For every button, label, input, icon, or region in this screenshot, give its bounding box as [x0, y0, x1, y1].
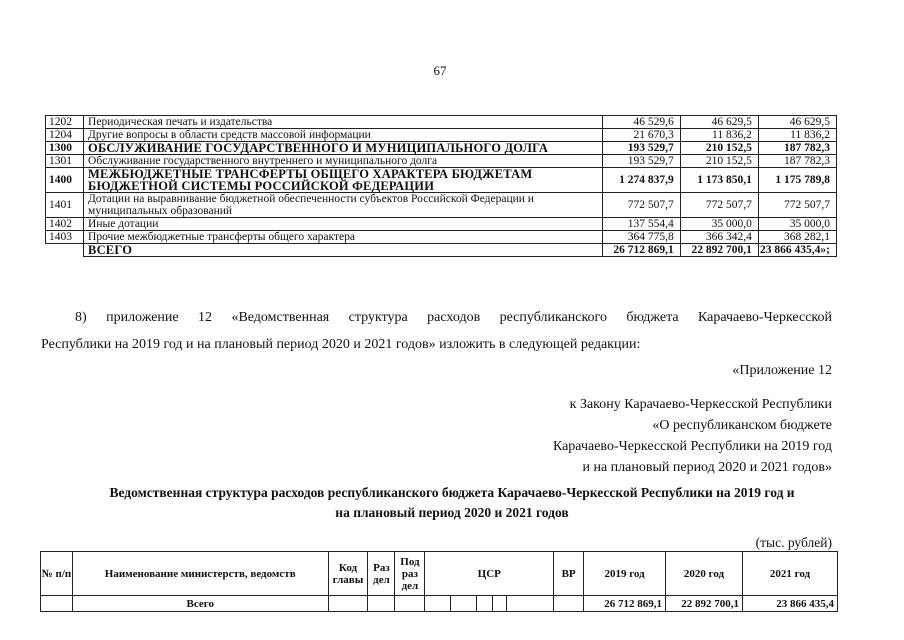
budget-row-code: 1301	[46, 155, 84, 168]
budget-row-2021: 11 836,2	[758, 129, 836, 142]
budget-row-name: ОБСЛУЖИВАНИЕ ГОСУДАРСТВЕННОГО И МУНИЦИПАЛЬНОГО ДОЛГА	[84, 142, 603, 155]
header-csr: ЦСР	[425, 552, 554, 596]
budget-row-2021: 187 782,3	[758, 155, 836, 168]
appendix-line: к Закону Карачаево-Черкесской Республики	[569, 397, 832, 412]
budget-row-2021: 46 629,5	[758, 116, 836, 129]
appendix-law-reference	[553, 394, 832, 478]
header-subsection: Под раз дел	[395, 552, 425, 596]
budget-row-code: 1204	[46, 129, 84, 142]
budget-row-name: Прочие межбюджетные трансферты общего характера	[84, 231, 603, 244]
budget-row-2020: 1 173 850,1	[680, 168, 758, 193]
heading-line-1: Ведомственная структура расходов республиканского бюджета Карачаево-Черкесской Республики на 2019 год и	[109, 485, 795, 500]
budget-total-label: ВСЕГО	[84, 244, 603, 257]
budget-total-row	[46, 244, 837, 257]
budget-row-name: Другие вопросы в области средств массовой информации	[84, 129, 603, 142]
total-2020: 22 892 700,1	[666, 596, 743, 612]
budget-row-name: МЕЖБЮДЖЕТНЫЕ ТРАНСФЕРТЫ ОБЩЕГО ХАРАКТЕРА БЮДЖЕТАМ БЮДЖЕТНОЙ СИСТЕМЫ РОССИЙСКОЙ ФЕДЕРАЦИИ	[84, 168, 603, 193]
budget-row-name: Обслуживание государственного внутреннего и муниципального долга	[84, 155, 603, 168]
appendix-line: «О республиканском бюджете	[652, 418, 832, 433]
budget-row-2019: 1 274 837,9	[602, 168, 680, 193]
total-csr-cell	[425, 596, 451, 612]
header-2020: 2020 год	[666, 552, 743, 596]
budget-row	[46, 168, 837, 193]
appendix-title: «Приложение 12	[732, 363, 832, 378]
budget-row	[46, 155, 837, 168]
heading-line-2: на плановый период 2020 и 2021 годов	[335, 505, 569, 520]
total-csr-cell	[451, 596, 477, 612]
budget-row-code: 1202	[46, 116, 84, 129]
budget-row-2020: 210 152,5	[680, 155, 758, 168]
budget-row-2020: 11 836,2	[680, 129, 758, 142]
budget-row-2019: 193 529,7	[602, 142, 680, 155]
header-section: Раз дел	[368, 552, 395, 596]
header-vr: ВР	[554, 552, 584, 596]
budget-row-code: 1402	[46, 218, 84, 231]
units-label: (тыс. рублей)	[755, 535, 832, 550]
budget-row-2019: 193 529,7	[602, 155, 680, 168]
budget-row	[46, 231, 837, 244]
header-name: Наименование министерств, ведомств	[72, 552, 328, 596]
paragraph-line-1: 8) приложение 12 «Ведомственная структура расходов республиканского бюджета Карачаево-Черкесской	[75, 310, 832, 325]
budget-row	[46, 129, 837, 142]
appendix-line: и на плановый период 2020 и 2021 годов»	[582, 460, 832, 475]
paragraph-line-2: Республики на 2019 год и на плановый период 2020 и 2021 годов» изложить в следующей редакции:	[41, 337, 641, 352]
budget-total-2021: 23 866 435,4»;	[758, 244, 836, 257]
budget-row-2019: 364 775,8	[602, 231, 680, 244]
budget-row	[46, 193, 837, 218]
budget-row-name: Дотации на выравнивание бюджетной обеспеченности субъектов Российской Федерации и муниципальных образований	[84, 193, 603, 218]
structure-total-row	[41, 596, 838, 612]
budget-row-2021: 1 175 789,8	[758, 168, 836, 193]
budget-total-2020: 22 892 700,1	[680, 244, 758, 257]
page-number: 67	[433, 63, 447, 78]
budget-row-2021: 368 282,1	[758, 231, 836, 244]
budget-row-code: 1300	[46, 142, 84, 155]
budget-row-2019: 46 529,6	[602, 116, 680, 129]
budget-row-name: Иные дотации	[84, 218, 603, 231]
budget-row-2021: 772 507,7	[758, 193, 836, 218]
total-csr-cell	[507, 596, 554, 612]
budget-row-2020: 366 342,4	[680, 231, 758, 244]
budget-row-2021: 187 782,3	[758, 142, 836, 155]
budget-row-2019: 137 554,4	[602, 218, 680, 231]
total-csr-cell	[493, 596, 507, 612]
budget-row-2020: 772 507,7	[680, 193, 758, 218]
budget-table	[45, 115, 837, 257]
total-label: Всего	[72, 596, 328, 612]
total-csr-cell	[477, 596, 493, 612]
budget-total-code	[46, 244, 84, 257]
header-code: Код главы	[328, 552, 368, 596]
budget-row-2020: 35 000,0	[680, 218, 758, 231]
document-heading	[30, 483, 874, 523]
header-2019: 2019 год	[584, 552, 666, 596]
appendix-line: Карачаево-Черкесской Республики на 2019 год	[552, 439, 832, 454]
budget-row-2019: 21 670,3	[602, 129, 680, 142]
budget-row-2021: 35 000,0	[758, 218, 836, 231]
budget-row	[46, 116, 837, 129]
budget-total-2019: 26 712 869,1	[602, 244, 680, 257]
header-num: № п/п	[41, 552, 73, 596]
budget-row	[46, 218, 837, 231]
budget-row-code: 1403	[46, 231, 84, 244]
total-code-cell	[328, 596, 368, 612]
budget-row-code: 1400	[46, 168, 84, 193]
total-vr-cell	[554, 596, 584, 612]
total-subsection-cell	[395, 596, 425, 612]
total-num-cell	[41, 596, 73, 612]
structure-table	[40, 551, 838, 612]
budget-row-2020: 46 629,5	[680, 116, 758, 129]
budget-row-code: 1401	[46, 193, 84, 218]
budget-row-2020: 210 152,5	[680, 142, 758, 155]
total-2019: 26 712 869,1	[584, 596, 666, 612]
budget-row-name: Периодическая печать и издательства	[84, 116, 603, 129]
total-2021: 23 866 435,4	[742, 596, 837, 612]
header-2021: 2021 год	[742, 552, 837, 596]
structure-table-header	[41, 552, 838, 596]
budget-row-2019: 772 507,7	[602, 193, 680, 218]
total-section-cell	[368, 596, 395, 612]
budget-row	[46, 142, 837, 155]
